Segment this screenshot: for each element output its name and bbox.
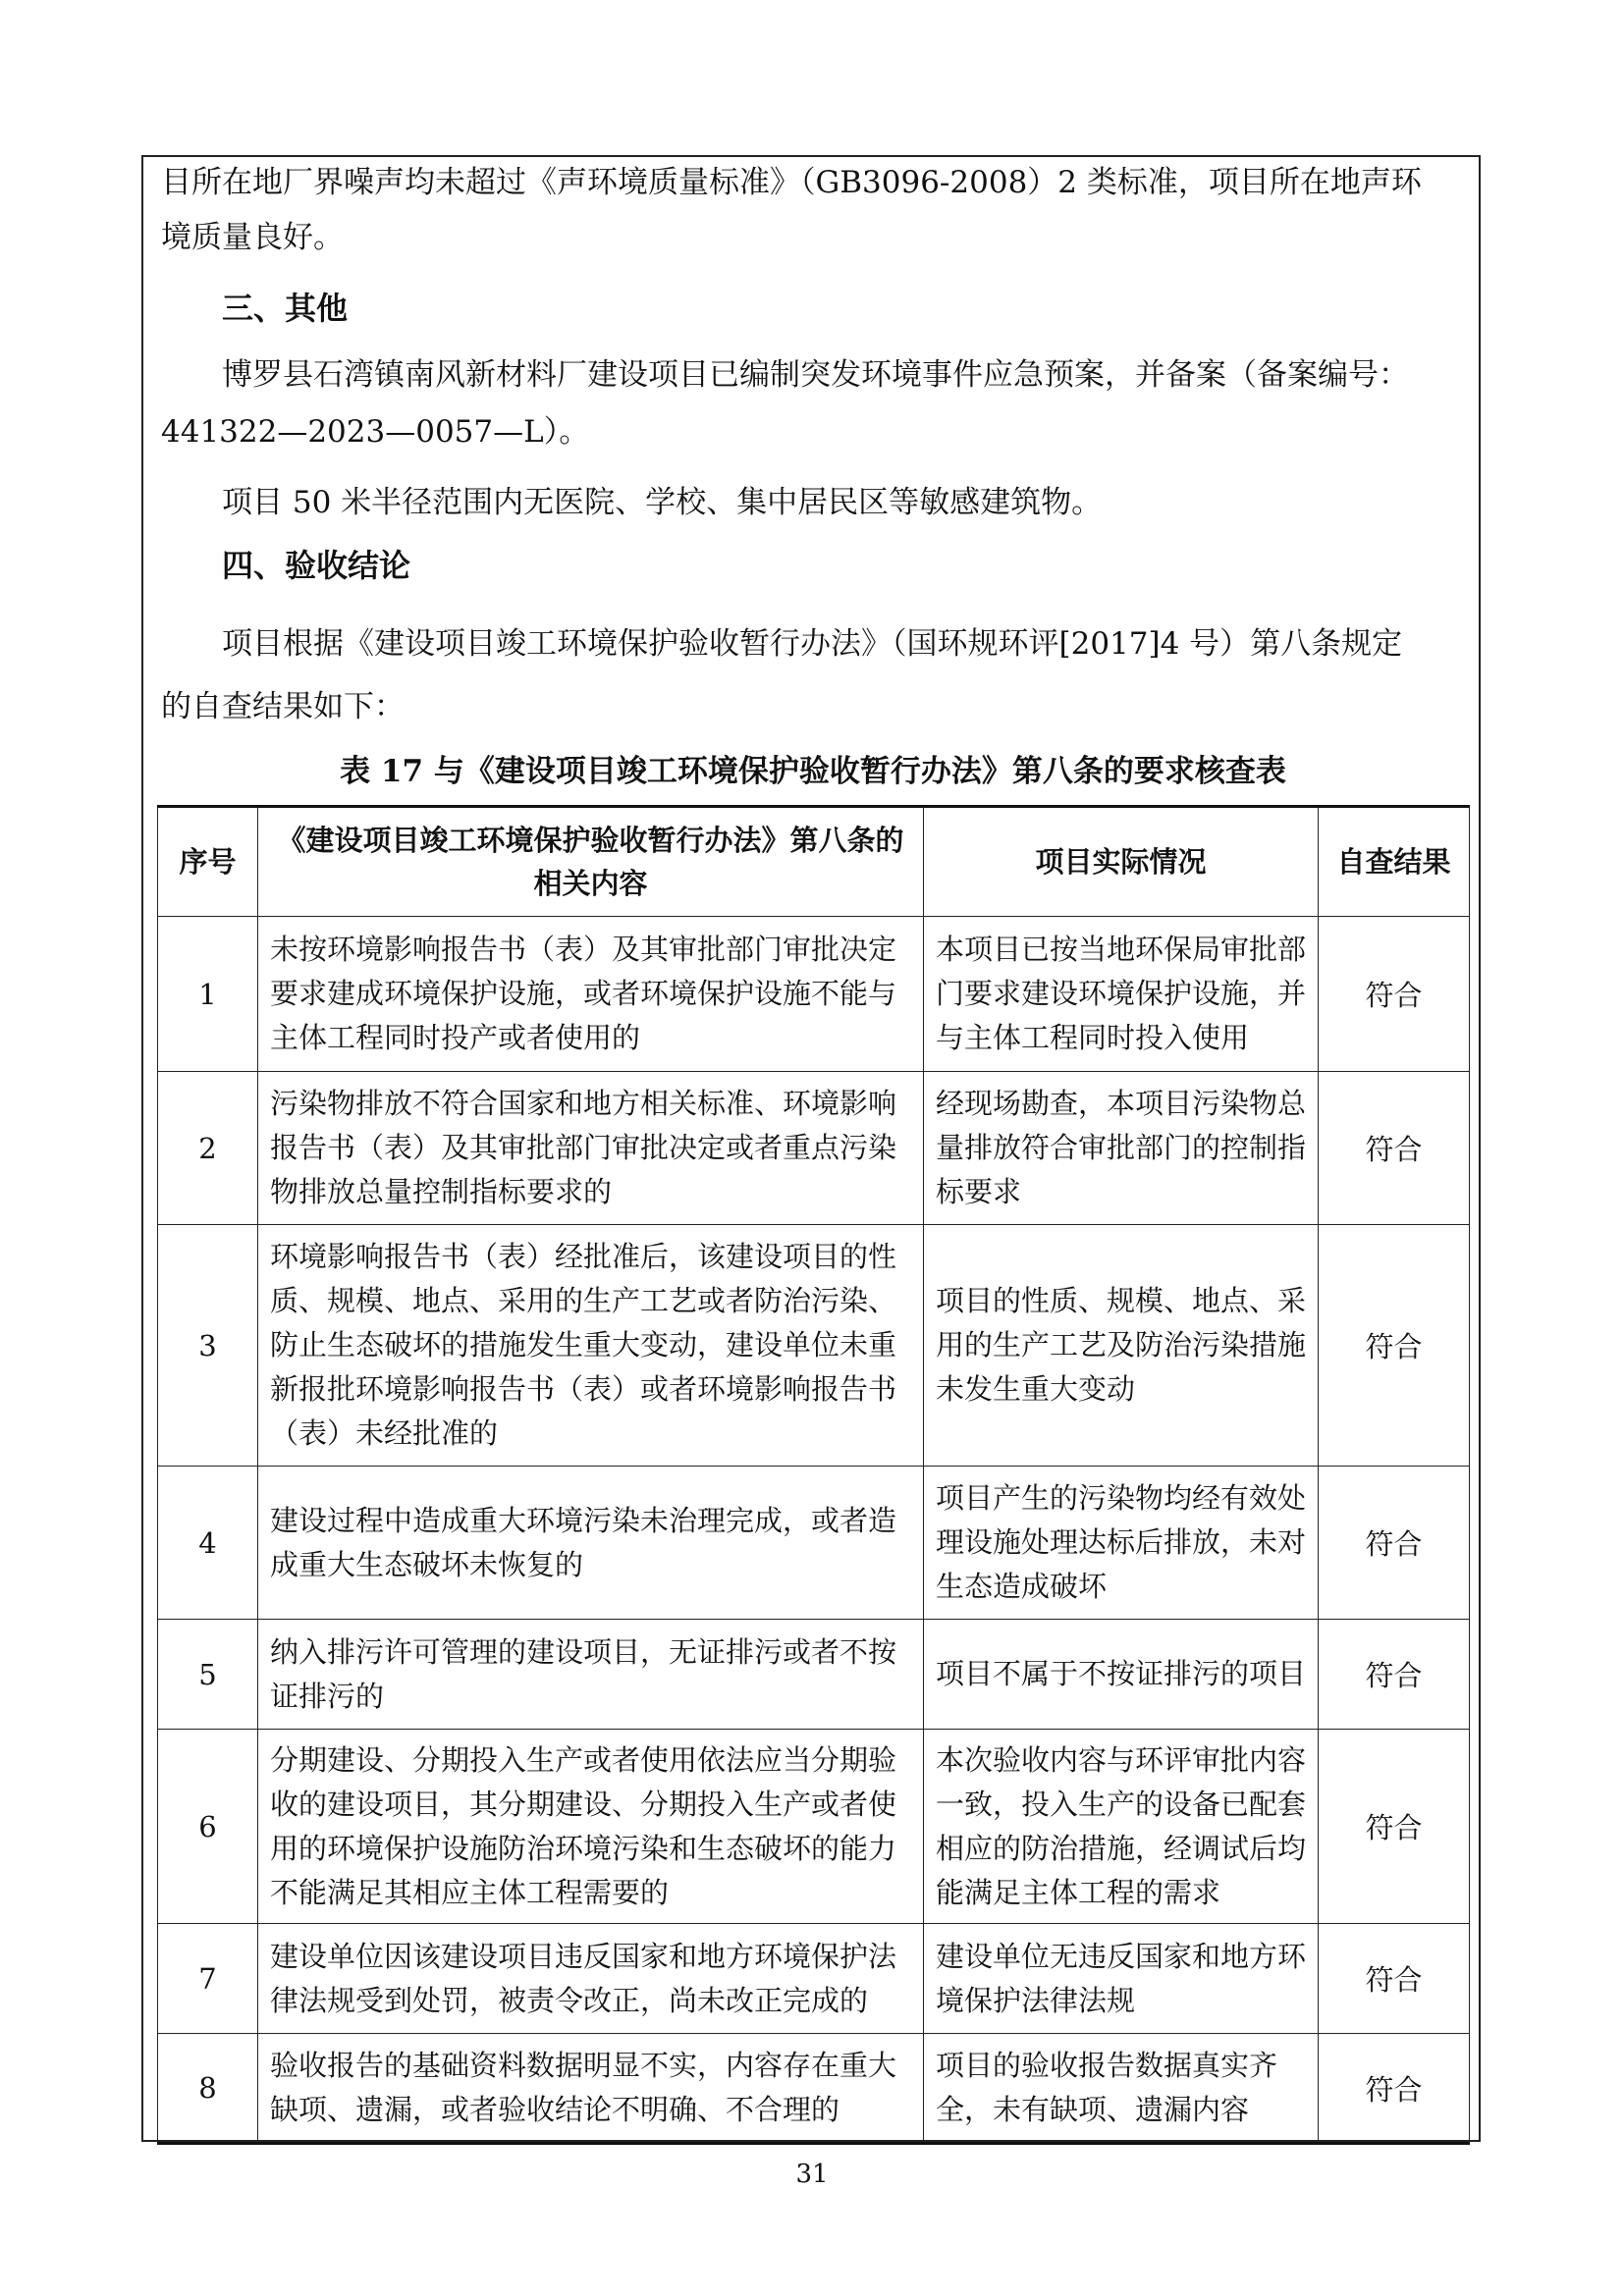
header-index: 序号 — [158, 807, 258, 917]
row-result: 符合 — [1319, 1467, 1470, 1620]
header-requirement: 《建设项目竣工环境保护验收暂行办法》第八条的相关内容 — [258, 807, 924, 917]
row-actual: 项目的验收报告数据真实齐全，未有缺项、遗漏内容 — [924, 2034, 1319, 2144]
row-requirement: 建设过程中造成重大环境污染未治理完成，或者造成重大生态破坏未恢复的 — [258, 1467, 924, 1620]
row-requirement: 建设单位因该建设项目违反国家和地方环境保护法律法规受到处罚，被责令改正，尚未改正完成的 — [258, 1924, 924, 2034]
row-index: 1 — [158, 917, 258, 1072]
row-index: 3 — [158, 1225, 258, 1467]
row-requirement: 分期建设、分期投入生产或者使用依法应当分期验收的建设项目，其分期建设、分期投入生产或者使用的环境保护设施防治环境污染和生态破坏的能力不能满足其相应主体工程需要的 — [258, 1730, 924, 1924]
paragraph-noise-conclusion: 目所在地厂界噪声均未超过《声环境质量标准》（GB3096-2008）2 类标准，项目所在地声环 境质量良好。 — [161, 165, 1422, 255]
row-requirement: 污染物排放不符合国家和地方相关标准、环境影响报告书（表）及其审批部门审批决定或者重点污染物排放总量控制指标要求的 — [258, 1072, 924, 1225]
table-row — [158, 1924, 1470, 2034]
row-actual: 建设单位无违反国家和地方环境保护法律法规 — [924, 1924, 1319, 2034]
table-row — [158, 1467, 1470, 1620]
row-index: 4 — [158, 1467, 258, 1620]
row-actual: 项目产生的污染物均经有效处理设施处理达标后排放，未对生态造成破坏 — [924, 1467, 1319, 1620]
section-heading-conclusion: 四、验收结论 — [222, 547, 411, 584]
row-actual: 项目不属于不按证排污的项目 — [924, 1620, 1319, 1730]
table-caption: 表 17 与《建设项目竣工环境保护验收暂行办法》第八条的要求核查表 — [340, 754, 1286, 789]
paragraph-emergency-plan: 博罗县石湾镇南风新材料厂建设项目已编制突发环境事件应急预案，并备案（备案编号： — [222, 357, 1409, 393]
page-number: 31 — [795, 2160, 829, 2189]
row-result: 符合 — [1319, 1620, 1470, 1730]
row-index: 8 — [158, 2034, 258, 2144]
row-actual: 本次验收内容与环评审批内容一致，投入生产的设备已配套相应的防治措施，经调试后均能满足主体工程的需求 — [924, 1730, 1319, 1924]
row-requirement: 环境影响报告书（表）经批准后，该建设项目的性质、规模、地点、采用的生产工艺或者防治污染、防止生态破坏的措施发生重大变动，建设单位未重新报批环境影响报告书（表）或者环境影响报告书（表）未经批准的 — [258, 1225, 924, 1467]
row-result: 符合 — [1319, 1730, 1470, 1924]
table-row — [158, 1730, 1470, 1924]
table-row — [158, 917, 1470, 1072]
row-index: 7 — [158, 1924, 258, 2034]
row-actual: 本项目已按当地环保局审批部门要求建设环境保护设施，并与主体工程同时投入使用 — [924, 917, 1319, 1072]
row-result: 符合 — [1319, 1225, 1470, 1467]
requirement-check-table — [157, 805, 1470, 2145]
paragraph-sensitive-buildings: 项目 50 米半径范围内无医院、学校、集中居民区等敏感建筑物。 — [222, 485, 1103, 520]
table-row — [158, 1225, 1470, 1467]
table-row — [158, 2034, 1470, 2144]
row-result: 符合 — [1319, 2034, 1470, 2144]
paragraph-self-check-cont: 的自查结果如下： — [161, 689, 405, 724]
header-result: 自查结果 — [1319, 807, 1470, 917]
table-row — [158, 1620, 1470, 1730]
row-requirement: 未按环境影响报告书（表）及其审批部门审批决定要求建成环境保护设施，或者环境保护设施不能与主体工程同时投产或者使用的 — [258, 917, 924, 1072]
row-result: 符合 — [1319, 1924, 1470, 2034]
header-actual: 项目实际情况 — [924, 807, 1319, 917]
row-result: 符合 — [1319, 1072, 1470, 1225]
row-actual: 经现场勘查，本项目污染物总量排放符合审批部门的控制指标要求 — [924, 1072, 1319, 1225]
row-index: 6 — [158, 1730, 258, 1924]
row-index: 2 — [158, 1072, 258, 1225]
row-requirement: 验收报告的基础资料数据明显不实，内容存在重大缺项、遗漏，或者验收结论不明确、不合理的 — [258, 2034, 924, 2144]
paragraph-emergency-plan-cont: 441322—2023—0057—L）。 — [161, 414, 590, 450]
table-header-row — [158, 807, 1470, 917]
row-actual: 项目的性质、规模、地点、采用的生产工艺及防治污染措施未发生重大变动 — [924, 1225, 1319, 1467]
section-heading-other: 三、其他 — [222, 290, 349, 327]
table-row — [158, 1072, 1470, 1225]
row-result: 符合 — [1319, 917, 1470, 1072]
paragraph-self-check: 项目根据《建设项目竣工环境保护验收暂行办法》（国环规环评[2017]4 号）第八条规定 — [222, 626, 1403, 662]
row-requirement: 纳入排污许可管理的建设项目，无证排污或者不按证排污的 — [258, 1620, 924, 1730]
row-index: 5 — [158, 1620, 258, 1730]
